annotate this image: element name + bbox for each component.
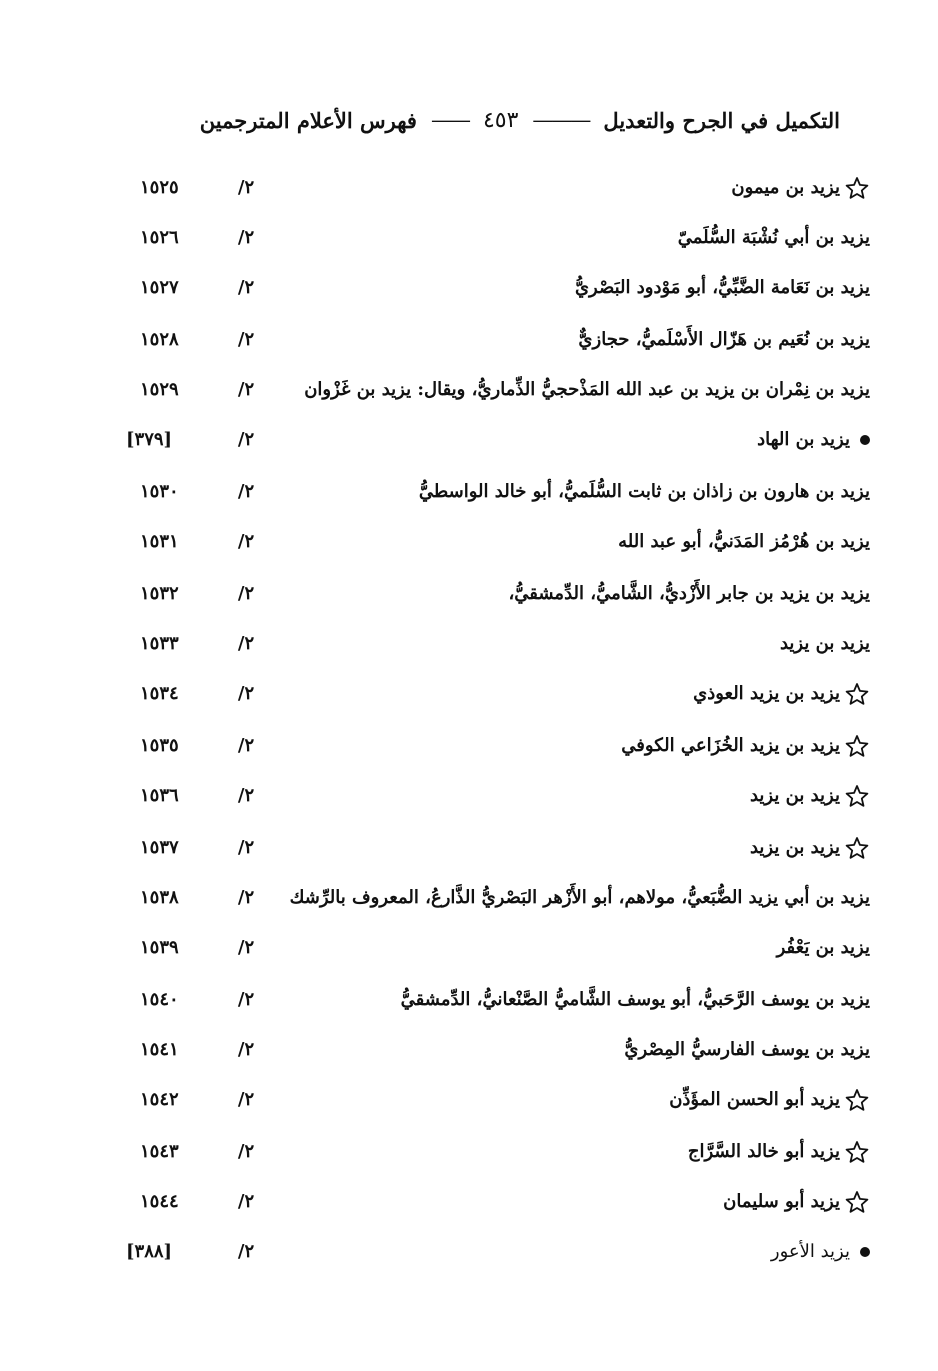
entry-name: يزيد بن يوسف الرَّحَبيُّ، أبو يوسف الشَّاميُّ الصَّنْعانيُّ، الدِّمشقيُّ	[400, 989, 870, 1010]
entry-number: ١٥٤٣	[140, 1141, 179, 1162]
entry-name: يزيد بن يزيد	[749, 785, 840, 806]
index-entry	[0, 1132, 938, 1172]
entry-name-cell	[250, 1232, 870, 1272]
section-title: فهرس الأعلام المترجمين	[199, 107, 417, 133]
entry-name-cell	[250, 420, 870, 460]
star-icon	[844, 733, 870, 759]
index-entry	[0, 776, 938, 816]
entry-name: يزيد أبو الحسن المؤَذِّن	[669, 1089, 840, 1110]
entry-name: يزيد بن الهاد	[757, 429, 850, 450]
entry-number: ١٥٣٥	[140, 735, 179, 756]
entry-name: يزيد بن نَعَامة الضَّبِّيُّ، أبو مَوْدود البَصْريُّ	[574, 277, 870, 298]
entry-number: ١٥٣٨	[140, 887, 179, 908]
page-number: ٤٥٣	[482, 107, 519, 133]
index-entry	[0, 522, 938, 562]
entry-volume: ٢/	[237, 531, 255, 552]
entry-name-cell	[250, 522, 870, 562]
entry-name: يزيد بن نُعَيم بن هَزّال الأَسْلَميُّ، حجازيٌّ	[578, 329, 870, 350]
entry-name-cell	[250, 624, 870, 664]
entry-volume: ٢/	[237, 583, 255, 604]
entry-name-cell	[250, 1132, 870, 1172]
entry-volume: ٢/	[237, 379, 255, 400]
entry-name: يزيد أبو خالد السَّرَّاج	[687, 1141, 840, 1162]
index-entry	[0, 320, 938, 360]
entry-volume: ٢/	[237, 277, 255, 298]
index-entry	[0, 1080, 938, 1120]
index-entry	[0, 980, 938, 1020]
star-icon	[844, 681, 870, 707]
star-icon	[844, 1087, 870, 1113]
entry-volume: ٢/	[237, 1141, 255, 1162]
entry-name: يزيد بن ميمون	[731, 177, 840, 198]
entry-number: ١٥٤٢	[140, 1089, 179, 1110]
entry-volume: ٢/	[237, 429, 255, 450]
entry-number: ١٥٤٤	[140, 1191, 179, 1212]
index-entry	[0, 726, 938, 766]
entry-number: ١٥٣٢	[140, 583, 179, 604]
index-entry	[0, 168, 938, 208]
book-title: التكميل في الجرح والتعديل	[603, 107, 840, 133]
entry-name-cell	[250, 1080, 870, 1120]
entry-number: ١٥٣٤	[140, 683, 179, 704]
entry-volume: ٢/	[237, 683, 255, 704]
index-entry	[0, 928, 938, 968]
entry-number: ١٥٣٠	[140, 481, 179, 502]
bullet-icon	[860, 1247, 870, 1257]
running-header	[199, 100, 840, 140]
entry-volume: ٢/	[237, 837, 255, 858]
entry-number: ١٥٢٩	[140, 379, 179, 400]
entry-name-cell	[250, 472, 870, 512]
entry-name: يزيد بن أبي نُشْبَة السُّلَميّ	[677, 227, 870, 248]
entry-number: [٣٧٩]	[126, 429, 173, 450]
bullet-icon	[860, 435, 870, 445]
entry-volume: ٢/	[237, 735, 255, 756]
index-entry	[0, 370, 938, 410]
entry-volume: ٢/	[237, 227, 255, 248]
entry-name: يزيد بن نِمْران بن يزيد بن عبد الله المَذْحجيُّ الذِّماريُّ، ويقال: يزيد بن غَزْوان	[304, 379, 870, 400]
entry-name: يزيد أبو سليمان	[723, 1191, 840, 1212]
index-entry	[0, 472, 938, 512]
entry-name: يزيد بن يزيد بن جابر الأَزْديُّ، الشَّاميُّ، الدِّمشقيُّ،	[508, 583, 870, 604]
entry-name: يزيد بن يزيد العوذي	[693, 683, 840, 704]
entry-name-cell	[250, 168, 870, 208]
star-icon	[844, 175, 870, 201]
entry-name-cell	[250, 980, 870, 1020]
entry-volume: ٢/	[237, 887, 255, 908]
entry-volume: ٢/	[237, 1089, 255, 1110]
index-entry	[0, 674, 938, 714]
entry-number: ١٥٤١	[140, 1039, 179, 1060]
entry-name: يزيد بن يزيد	[749, 837, 840, 858]
entry-name: يزيد بن يَعْفُر	[776, 937, 870, 958]
entry-name: يزيد بن يوسف الفارسيُّ المِصْريُّ	[624, 1039, 870, 1060]
entry-name-cell	[250, 776, 870, 816]
entry-volume: ٢/	[237, 989, 255, 1010]
star-icon	[844, 1189, 870, 1215]
entry-name-cell	[250, 574, 870, 614]
entry-name-cell	[250, 268, 870, 308]
entry-volume: ٢/	[237, 1241, 255, 1262]
star-icon	[844, 1139, 870, 1165]
entry-number: ١٥٢٥	[140, 177, 179, 198]
entry-name-cell	[250, 878, 870, 918]
entry-name-cell	[250, 674, 870, 714]
entry-name-cell	[250, 1030, 870, 1070]
entry-volume: ٢/	[237, 1039, 255, 1060]
index-entry	[0, 1182, 938, 1222]
entry-volume: ٢/	[237, 1191, 255, 1212]
entry-volume: ٢/	[237, 481, 255, 502]
index-entry	[0, 218, 938, 258]
index-entry	[0, 268, 938, 308]
index-entry	[0, 1030, 938, 1070]
index-entry	[0, 420, 938, 460]
entry-number: ١٥٣٧	[140, 837, 179, 858]
index-entry	[0, 624, 938, 664]
entry-name-cell	[250, 1182, 870, 1222]
entry-name: يزيد بن هُرْمُز المَدَنيُّ، أبو عبد الله	[618, 531, 870, 552]
entry-volume: ٢/	[237, 785, 255, 806]
entry-number: ١٥٤٠	[140, 989, 179, 1010]
entry-number: ١٥٣٩	[140, 937, 179, 958]
entry-name-cell	[250, 928, 870, 968]
index-entry	[0, 1232, 938, 1272]
header-dash: ——	[430, 108, 469, 132]
entry-name: يزيد بن أبي يزيد الضُّبَعيُّ، مولاهم، أبو الأَزْهر البَصْريُّ الذَّارعُ، المعروف بالرِّشك	[289, 887, 870, 908]
entry-name: يزيد بن يزيد	[779, 633, 870, 654]
entry-number: ١٥٣١	[140, 531, 179, 552]
entry-number: [٣٨٨]	[126, 1241, 173, 1262]
index-entry	[0, 828, 938, 868]
entry-name-cell	[250, 726, 870, 766]
entry-number: ١٥٢٧	[140, 277, 179, 298]
index-entry	[0, 878, 938, 918]
entry-name: يزيد بن يزيد الخُزَاعي الكوفي	[621, 735, 840, 756]
index-entry	[0, 574, 938, 614]
entry-volume: ٢/	[237, 177, 255, 198]
entry-name: يزيد بن هارون بن زاذان بن ثابت السُّلَميُّ، أبو خالد الواسطيُّ	[418, 481, 870, 502]
star-icon	[844, 835, 870, 861]
entry-number: ١٥٢٦	[140, 227, 179, 248]
entry-number: ١٥٣٣	[140, 633, 179, 654]
entry-number: ١٥٢٨	[140, 329, 179, 350]
entry-volume: ٢/	[237, 937, 255, 958]
star-icon	[844, 783, 870, 809]
header-dash: ———	[532, 108, 590, 132]
entry-volume: ٢/	[237, 329, 255, 350]
entry-name-cell	[250, 218, 870, 258]
entry-number: ١٥٣٦	[140, 785, 179, 806]
entry-name: يزيد الأعور	[770, 1241, 850, 1262]
entry-name-cell	[250, 828, 870, 868]
entry-volume: ٢/	[237, 633, 255, 654]
entry-name-cell	[250, 320, 870, 360]
entry-name-cell	[250, 370, 870, 410]
